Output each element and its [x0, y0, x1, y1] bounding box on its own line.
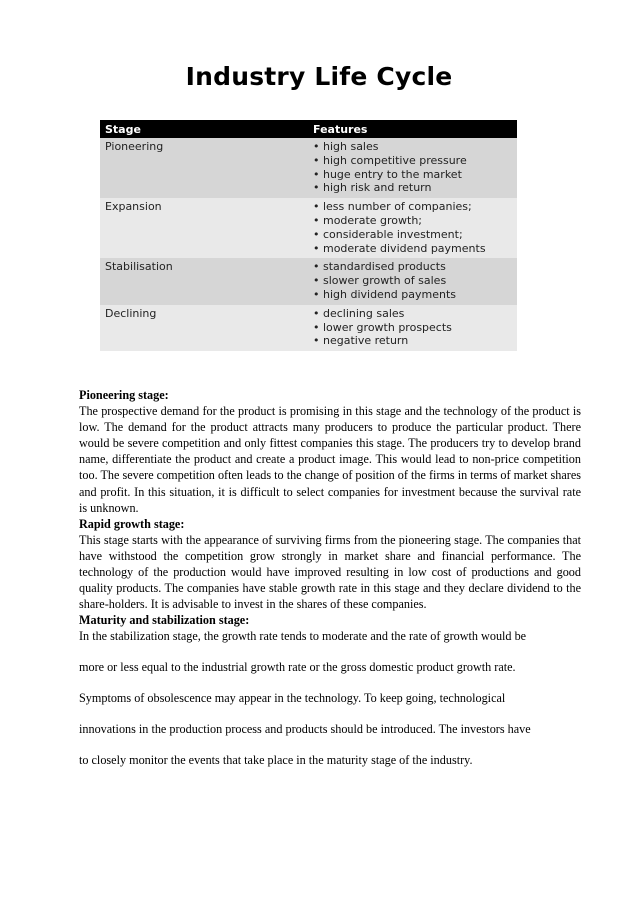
feature-item: • high risk and return	[313, 181, 432, 195]
table-header-row	[100, 120, 517, 138]
feature-item: • high sales	[313, 140, 379, 153]
feature-item: • moderate growth;	[313, 213, 423, 227]
feature-item: • considerable investment;	[313, 227, 463, 241]
feature-item: • standardised products	[313, 260, 446, 274]
header-stage: Stage	[100, 120, 308, 138]
maturity-heading: Maturity and stabilization stage:	[79, 613, 250, 628]
stage-cell: Pioneering	[100, 138, 308, 198]
life-cycle-table	[100, 120, 517, 351]
feature-item: • lower growth prospects	[313, 320, 452, 334]
feature-item: • slower growth of sales	[313, 274, 447, 288]
features-cell	[308, 138, 517, 198]
table-row	[100, 138, 517, 198]
rapid-growth-heading: Rapid growth stage:	[79, 516, 185, 531]
feature-item: • declining sales	[313, 306, 405, 320]
header-features: Features	[308, 120, 517, 138]
maturity-line: In the stabilization stage, the growth rate tends to moderate and the rate of growth would be	[79, 629, 527, 644]
feature-item: • high dividend payments	[313, 287, 456, 301]
rapid-growth-paragraph: This stage starts with the appearance of surviving firms from the pioneering stage. The companies that have withstood the competition grow strongly in market share and financial performance. The technology of the production would have improved resulting in low cost of productions and good quality products. The companies have stable growth rate in this stage and they declare dividend to the share-holders. It is advisable to invest in the shares of these companies.	[79, 532, 581, 612]
features-cell	[308, 305, 517, 351]
maturity-line: innovations in the production process and products should be introduced. The investors have	[79, 722, 531, 737]
stage-cell: Expansion	[100, 198, 308, 258]
table-row	[100, 258, 517, 304]
table-row	[100, 305, 517, 351]
stage-cell: Stabilisation	[100, 258, 308, 304]
feature-item: • huge entry to the market	[313, 167, 462, 181]
page-title: Industry Life Cycle	[185, 62, 453, 91]
features-cell	[308, 258, 517, 304]
maturity-line: Symptoms of obsolescence may appear in the technology. To keep going, technological	[79, 691, 506, 706]
body-text	[79, 387, 581, 783]
maturity-line: to closely monitor the events that take place in the maturity stage of the industry.	[79, 753, 473, 768]
feature-item: • high competitive pressure	[313, 153, 467, 167]
maturity-line: more or less equal to the industrial growth rate or the gross domestic product growth rate.	[79, 660, 516, 675]
table-row	[100, 198, 517, 258]
feature-item: • moderate dividend payments	[313, 241, 486, 255]
stage-cell: Declining	[100, 305, 308, 351]
pioneering-heading: Pioneering stage:	[79, 388, 169, 402]
features-cell	[308, 198, 517, 258]
feature-item: • less number of companies;	[313, 200, 472, 214]
feature-item: • negative return	[313, 334, 409, 348]
pioneering-paragraph: The prospective demand for the product is promising in this stage and the technology of the product is low. The demand for the product attracts many producers to produce the particular product. There would be severe competition and only fittest companies this stage. The producers try to develop brand name, differentiate the product and create a product image. This would lead to non-price competition too. The severe competition often leads to the change of position of the firms in terms of market shares and profit. In this situation, it is difficult to select companies for investment because the survival rate is unknown.	[79, 404, 581, 515]
